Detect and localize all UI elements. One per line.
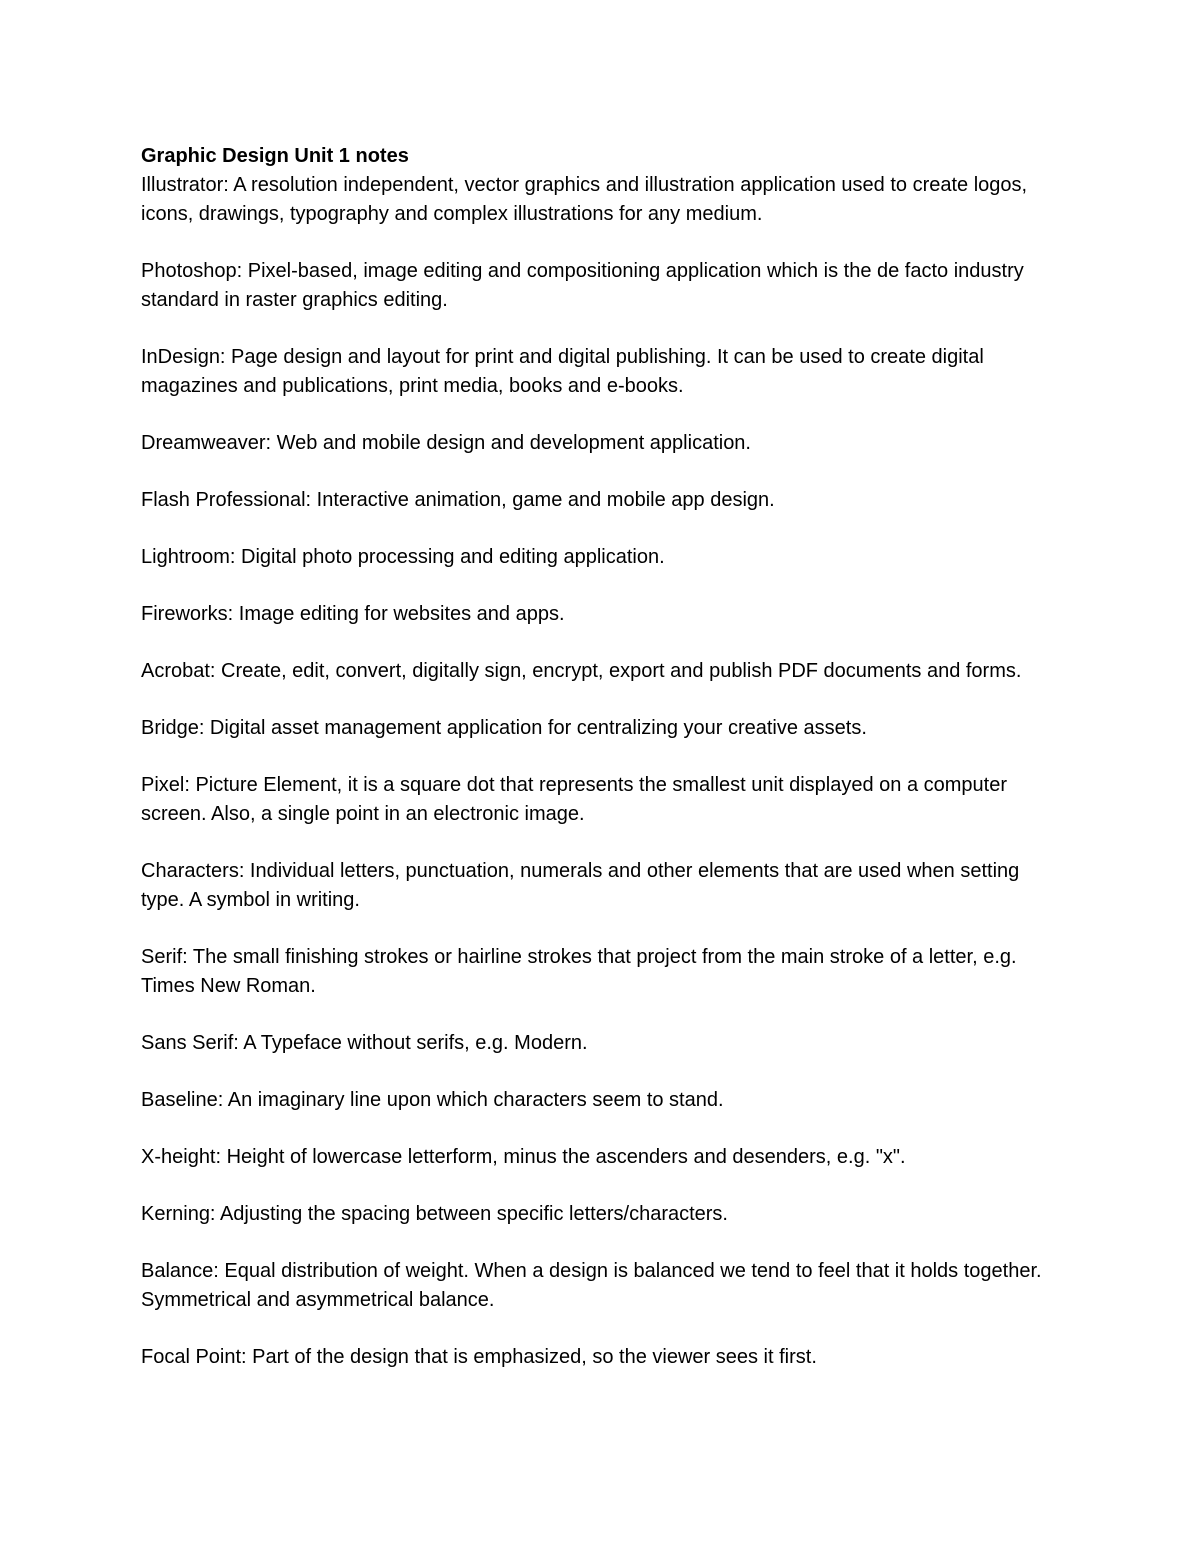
note-illustrator: Illustrator: A resolution independent, vector graphics and illustration application used to create logos, icons, drawings, typography and complex illustrations for any medium. (141, 174, 1028, 225)
note-pixel: Pixel: Picture Element, it is a square dot that represents the smallest unit displayed on a computer screen. Also, a single point in an electronic image. (141, 774, 1007, 825)
document-title: Graphic Design Unit 1 notes (141, 145, 409, 167)
note-serif: Serif: The small finishing strokes or hairline strokes that project from the main stroke of a letter, e.g. Times New Roman. (141, 946, 1017, 997)
note-flash-professional: Flash Professional: Interactive animation, game and mobile app design. (141, 489, 775, 511)
note-lightroom: Lightroom: Digital photo processing and editing application. (141, 546, 665, 568)
note-fireworks: Fireworks: Image editing for websites and apps. (141, 603, 565, 625)
note-sans-serif: Sans Serif: A Typeface without serifs, e.g. Modern. (141, 1032, 588, 1054)
note-dreamweaver: Dreamweaver: Web and mobile design and development application. (141, 432, 751, 454)
note-bridge: Bridge: Digital asset management application for centralizing your creative assets. (141, 717, 867, 739)
note-baseline: Baseline: An imaginary line upon which characters seem to stand. (141, 1089, 724, 1111)
note-acrobat: Acrobat: Create, edit, convert, digitally sign, encrypt, export and publish PDF documents and forms. (141, 660, 1022, 682)
note-x-height: X-height: Height of lowercase letterform, minus the ascenders and desenders, e.g. "x". (141, 1146, 906, 1168)
document-body (141, 142, 1061, 1372)
note-photoshop: Photoshop: Pixel-based, image editing and compositioning application which is the de facto industry standard in raster graphics editing. (141, 260, 1024, 311)
note-indesign: InDesign: Page design and layout for print and digital publishing. It can be used to create digital magazines and publications, print media, books and e-books. (141, 346, 984, 397)
note-focal-point: Focal Point: Part of the design that is emphasized, so the viewer sees it first. (141, 1346, 817, 1368)
note-kerning: Kerning: Adjusting the spacing between specific letters/characters. (141, 1203, 728, 1225)
note-characters: Characters: Individual letters, punctuation, numerals and other elements that are used when setting type. A symbol in writing. (141, 860, 1020, 911)
note-balance: Balance: Equal distribution of weight. When a design is balanced we tend to feel that it holds together. Symmetrical and asymmetrical balance. (141, 1260, 1042, 1311)
